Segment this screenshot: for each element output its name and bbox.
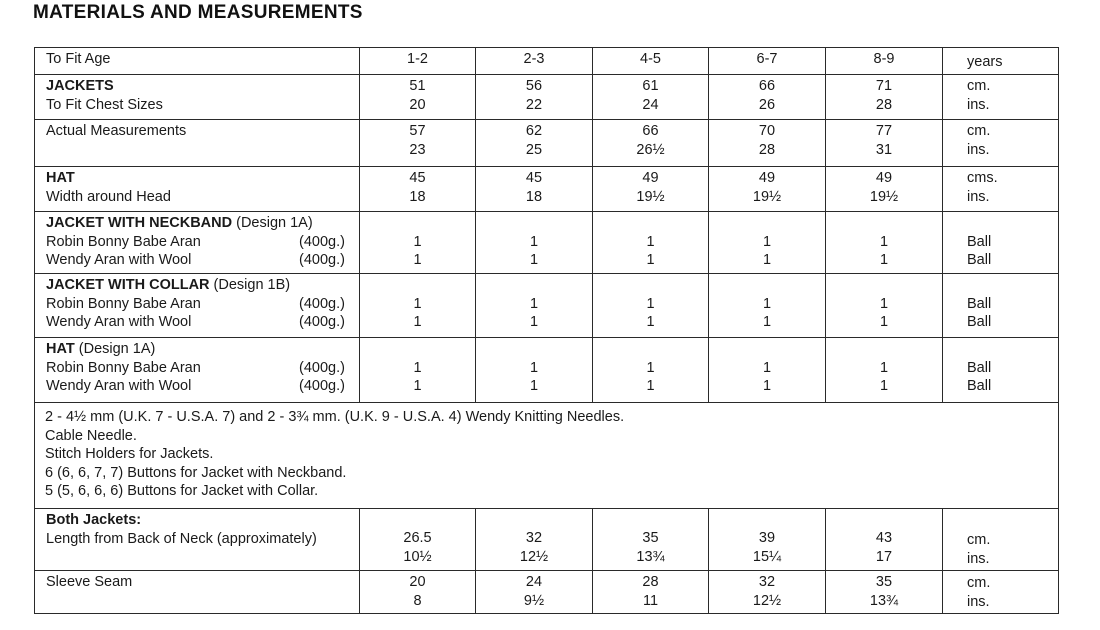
yarn-qty: 1 — [529, 252, 539, 268]
age-value: 2-3 — [476, 48, 593, 75]
note-stitch-holders: Stitch Holders for Jackets. — [45, 446, 214, 462]
note-buttons-neckband: 6 (6, 6, 7, 7) Buttons for Jacket with Neckband. — [45, 464, 347, 481]
yarn-name: Robin Bonny Babe Aran — [46, 295, 201, 312]
yarn-name: Robin Bonny Babe Aran — [46, 233, 201, 250]
yarn-qty: 1 — [413, 233, 422, 250]
age-value: 1-2 — [360, 48, 476, 75]
age-value: 4-5 — [593, 48, 709, 75]
yarn-section-collar — [35, 274, 1059, 338]
section-heading: HAT — [46, 341, 75, 357]
yarn-weight: (400g.) — [299, 378, 345, 394]
sleeve-cm: 24 — [525, 574, 543, 590]
unit-cm: cm. — [967, 575, 991, 591]
yarn-qty: 1 — [762, 314, 772, 330]
actual-cm: 77 — [875, 123, 893, 139]
yarn-qty: 1 — [879, 378, 889, 394]
note-cable-needle: Cable Needle. — [45, 427, 137, 444]
yarn-qty: 1 — [413, 359, 422, 376]
hat-cm: 49 — [642, 170, 659, 186]
length-ins: 10½ — [403, 548, 432, 565]
sleeve-cm: 32 — [758, 574, 776, 590]
hat-heading: HAT — [46, 170, 75, 186]
measurements-table — [34, 47, 1059, 614]
yarn-qty: 1 — [529, 295, 539, 312]
length-ins: 17 — [875, 548, 893, 565]
chest-cm: 51 — [409, 78, 426, 94]
actual-label: Actual Measurements — [46, 123, 187, 139]
yarn-qty: 1 — [529, 378, 539, 394]
yarn-weight: (400g.) — [299, 314, 345, 330]
hat-cm: 49 — [758, 170, 776, 186]
actual-ins: 23 — [409, 141, 426, 158]
yarn-qty: 1 — [413, 295, 422, 312]
unit-cm: cm. — [967, 78, 991, 94]
actual-cm: 57 — [409, 123, 426, 139]
yarn-unit: Ball — [967, 359, 992, 376]
length-cm: 32 — [525, 530, 543, 546]
age-value: 8-9 — [826, 48, 943, 75]
yarn-name: Robin Bonny Babe Aran — [46, 359, 201, 376]
jackets-chest-row — [35, 75, 1059, 120]
yarn-qty: 1 — [529, 233, 539, 250]
yarn-qty: 1 — [879, 359, 889, 376]
actual-ins: 26½ — [636, 141, 665, 158]
notes-row — [35, 403, 1059, 509]
section-design: (Design 1B) — [213, 277, 291, 293]
yarn-qty: 1 — [762, 252, 772, 268]
yarn-name: Wendy Aran with Wool — [46, 252, 192, 268]
yarn-qty: 1 — [879, 314, 889, 330]
hat-cm: 45 — [409, 170, 426, 186]
yarn-unit: Ball — [967, 378, 992, 394]
yarn-qty: 1 — [646, 314, 655, 330]
sleeve-cm: 28 — [642, 574, 659, 590]
yarn-weight: (400g.) — [299, 359, 345, 376]
yarn-qty: 1 — [646, 233, 655, 250]
yarn-qty: 1 — [529, 359, 539, 376]
sleeve-cm: 20 — [409, 574, 426, 590]
unit-ins: ins. — [967, 141, 990, 158]
yarn-unit: Ball — [967, 252, 992, 268]
hat-ins: 19½ — [752, 188, 782, 205]
jackets-heading: JACKETS — [46, 78, 114, 94]
hat-ins: 19½ — [869, 188, 899, 205]
chest-ins: 22 — [525, 96, 543, 113]
yarn-section-hat — [35, 338, 1059, 403]
age-unit: years — [943, 48, 1059, 75]
chest-label: To Fit Chest Sizes — [46, 96, 163, 113]
yarn-qty: 1 — [413, 378, 422, 394]
section-design: (Design 1A) — [78, 341, 156, 357]
sleeve-label: Sleeve Seam — [46, 574, 133, 590]
unit-ins: ins. — [967, 188, 990, 205]
age-value: 6-7 — [709, 48, 826, 75]
yarn-unit: Ball — [967, 233, 992, 250]
sleeve-ins: 8 — [413, 592, 422, 609]
unit-ins: ins. — [967, 593, 990, 610]
hat-ins: 18 — [409, 188, 426, 205]
yarn-qty: 1 — [529, 314, 539, 330]
unit-cm: cms. — [967, 170, 998, 186]
section-heading: JACKET WITH COLLAR — [46, 277, 210, 293]
yarn-qty: 1 — [879, 252, 889, 268]
yarn-section-neckband — [35, 212, 1059, 274]
unit-ins: ins. — [967, 96, 990, 113]
hat-ins: 19½ — [636, 188, 665, 205]
actual-ins: 25 — [525, 141, 543, 158]
yarn-qty: 1 — [762, 295, 772, 312]
yarn-qty: 1 — [413, 314, 422, 330]
yarn-weight: (400g.) — [299, 252, 345, 268]
hat-cm: 49 — [875, 170, 893, 186]
actual-row — [35, 120, 1059, 167]
sleeve-ins: 9½ — [523, 592, 545, 609]
length-row — [35, 509, 1059, 571]
age-row — [35, 48, 1059, 75]
hat-ins: 18 — [525, 188, 543, 205]
actual-cm: 66 — [642, 123, 659, 139]
yarn-qty: 1 — [879, 295, 889, 312]
length-ins: 12½ — [519, 548, 549, 565]
chest-cm: 56 — [525, 78, 543, 94]
length-ins: 13¾ — [636, 548, 665, 565]
actual-cm: 62 — [525, 123, 543, 139]
sleeve-ins: 11 — [642, 592, 659, 609]
sleeve-row — [35, 571, 1059, 614]
actual-ins: 31 — [875, 141, 893, 158]
chest-ins: 24 — [642, 96, 659, 113]
hat-size-row — [35, 167, 1059, 212]
length-cm: 43 — [875, 530, 893, 546]
yarn-unit: Ball — [967, 295, 992, 312]
length-cm: 35 — [642, 530, 659, 546]
yarn-qty: 1 — [413, 252, 422, 268]
unit-cm: cm. — [967, 532, 991, 548]
chest-cm: 61 — [642, 78, 659, 94]
hat-cm: 45 — [525, 170, 543, 186]
yarn-qty: 1 — [646, 295, 655, 312]
chest-ins: 20 — [409, 96, 426, 113]
yarn-name: Wendy Aran with Wool — [46, 378, 192, 394]
sleeve-ins: 13¾ — [869, 592, 899, 609]
note-buttons-collar: 5 (5, 6, 6, 6) Buttons for Jacket with Collar. — [45, 483, 319, 499]
note-needles: 2 - 4½ mm (U.K. 7 - U.S.A. 7) and 2 - 3¾ mm. (U.K. 9 - U.S.A. 4) Wendy Knitting Needles. — [45, 409, 625, 425]
yarn-weight: (400g.) — [299, 295, 345, 312]
yarn-unit: Ball — [967, 314, 992, 330]
section-heading: JACKET WITH NECKBAND — [46, 215, 233, 231]
yarn-qty: 1 — [646, 378, 655, 394]
length-ins: 15¼ — [752, 548, 782, 565]
section-design: (Design 1A) — [236, 215, 313, 231]
chest-cm: 71 — [875, 78, 893, 94]
length-cm: 26.5 — [403, 530, 432, 546]
length-cm: 39 — [758, 530, 776, 546]
yarn-qty: 1 — [879, 233, 889, 250]
unit-cm: cm. — [967, 123, 991, 139]
chest-ins: 26 — [758, 96, 776, 113]
yarn-weight: (400g.) — [299, 233, 345, 250]
both-jackets-heading: Both Jackets: — [46, 512, 142, 528]
actual-cm: 70 — [758, 123, 776, 139]
unit-ins: ins. — [967, 550, 990, 567]
yarn-qty: 1 — [762, 359, 772, 376]
yarn-qty: 1 — [646, 359, 655, 376]
yarn-qty: 1 — [646, 252, 655, 268]
yarn-qty: 1 — [762, 378, 772, 394]
sleeve-cm: 35 — [875, 574, 893, 590]
yarn-qty: 1 — [762, 233, 772, 250]
sleeve-ins: 12½ — [752, 592, 782, 609]
hat-label: Width around Head — [46, 188, 171, 205]
length-label: Length from Back of Neck (approximately) — [46, 530, 317, 547]
page-title: MATERIALS AND MEASUREMENTS — [33, 2, 363, 23]
chest-ins: 28 — [875, 96, 893, 113]
chest-cm: 66 — [758, 78, 776, 94]
actual-ins: 28 — [758, 141, 776, 158]
yarn-name: Wendy Aran with Wool — [46, 314, 192, 330]
age-label: To Fit Age — [35, 48, 360, 75]
